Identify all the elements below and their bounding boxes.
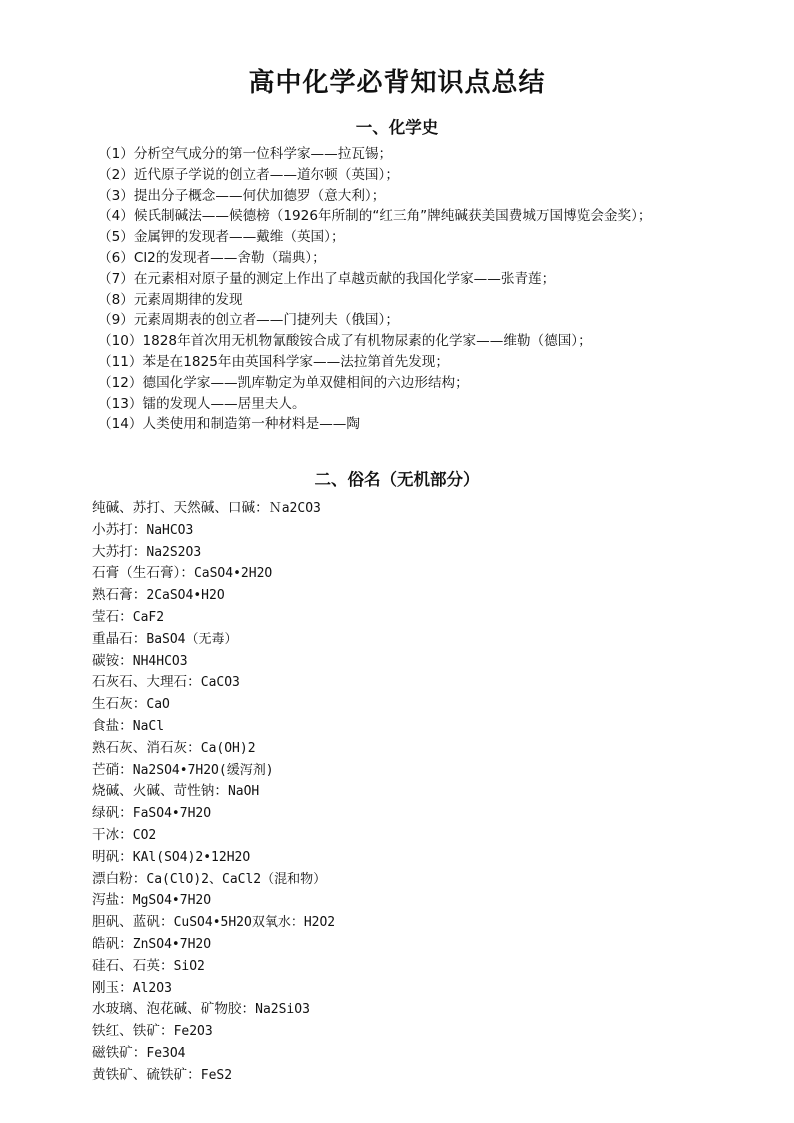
common-name-label: 漂白粉： [92, 870, 147, 887]
common-name-row [92, 672, 732, 694]
common-name-row [92, 542, 732, 564]
chemical-formula: FaSO4•7H2O [132, 806, 212, 822]
common-name-label: 明矾： [92, 848, 133, 865]
chemical-formula: NH4HCO3 [132, 653, 188, 669]
common-name-label: 绿矾： [92, 805, 133, 822]
common-name-row [92, 563, 732, 585]
common-name-label: 干冰： [92, 826, 133, 843]
chemical-formula: KAl(SO4)2•12H2O [132, 849, 251, 865]
history-item: （4）候氏制碱法——候德榜（1926年所制的“红三角”牌纯碱获美国费城万国博览会金奖）； [98, 208, 652, 225]
chemical-formula: Na2SiO3 [255, 1002, 310, 1018]
common-name-row [92, 629, 732, 651]
common-name-label: 食盐： [92, 717, 133, 734]
common-name-row [92, 890, 732, 912]
common-name-row [92, 978, 732, 1000]
common-name-row [92, 934, 732, 956]
chemical-formula: SiO2 [173, 958, 205, 974]
common-name-label: 刚玉： [92, 979, 133, 996]
history-item: （1）分析空气成分的第一位科学家——拉瓦锡； [98, 146, 393, 162]
chemical-formula: CaCO3 [200, 675, 240, 691]
chemical-formula: CaF2 [132, 609, 165, 625]
common-name-label: 胆矾、蓝矾： [92, 914, 174, 931]
chemical-formula: Ｎa2CO3 [268, 501, 321, 516]
chemical-formula: Al2O3 [132, 980, 172, 996]
common-name-label: 磁铁矿： [92, 1044, 147, 1061]
history-item: （7）在元素相对原子量的测定上作出了卓越贡献的我国化学家——张青莲； [98, 270, 556, 287]
chemical-formula: FeS2 [200, 1067, 233, 1083]
chemical-formula: ZnSO4•7H2O [132, 936, 212, 952]
common-name-label: 大苏打： [92, 543, 147, 560]
chemical-formula: Na2S2O3 [146, 544, 202, 560]
common-name-label: 纯碱、苏打、天然碱、口碱： [92, 500, 269, 516]
history-item: （10）1828年首次用无机物氰酸铵合成了有机物尿素的化学家——维勒（德国）； [98, 333, 592, 350]
common-name-label: 生石灰： [92, 696, 147, 713]
common-name-row [92, 803, 732, 825]
chemical-formula: MgSO4•7H2O [132, 893, 212, 909]
common-name-label: 铁红、铁矿： [92, 1023, 174, 1040]
common-name-row [92, 694, 732, 716]
common-name-label: 泻盐： [92, 892, 133, 909]
history-list [58, 144, 738, 435]
common-name-row [92, 912, 732, 934]
history-item: （14）人类使用和制造第一种材料是——陶 [98, 416, 360, 433]
common-name-label: 水玻璃、泡花碱、矿物胶： [92, 1001, 256, 1018]
common-name-label: 莹石： [92, 608, 133, 625]
common-name-label: 重晶石： [92, 630, 147, 647]
common-name-label: 烧碱、火碱、苛性钠： [92, 783, 228, 800]
common-name-label: 熟石膏： [92, 587, 147, 604]
chemical-formula: NaHCO3 [146, 522, 194, 538]
common-name-row [92, 1043, 732, 1065]
common-name-label: 石灰石、大理石： [92, 674, 201, 691]
chemical-formula: 2CaSO4•H2O [146, 588, 225, 604]
common-name-row [92, 956, 732, 978]
chemical-formula: CuSO4•5H2O双氧水：H2O2 [173, 915, 336, 931]
common-name-label: 硅石、石英： [92, 957, 174, 974]
chemical-formula: NaCl [132, 718, 165, 734]
history-item: （9）元素周期表的创立者——门捷列夫（俄国）； [98, 312, 399, 329]
common-name-label: 石膏（生石膏）： [92, 565, 194, 582]
chemical-formula: CaO [146, 697, 170, 713]
chemical-formula: CaSO4•2H2O [193, 566, 273, 582]
common-name-row [92, 585, 732, 607]
common-name-row [92, 825, 732, 847]
common-name-label: 碳铵： [92, 652, 133, 669]
common-name-row [92, 738, 732, 760]
chemical-formula: Fe2O3 [173, 1024, 213, 1040]
common-name-label: 黄铁矿、硫铁矿： [92, 1066, 201, 1083]
history-item: （12）德国化学家——凯库勒定为单双健相间的六边形结构； [98, 374, 469, 391]
chemical-formula: Na2SO4•7H2O(缓泻剂) [132, 762, 274, 778]
common-name-row [92, 520, 732, 542]
common-name-row [92, 1065, 732, 1087]
common-name-label: 芒硝： [92, 761, 133, 778]
common-name-row [92, 847, 732, 869]
chemical-formula: Ca(ClO)2、CaCl2（混和物） [146, 871, 327, 887]
common-name-row [92, 999, 732, 1021]
history-item: （2）近代原子学说的创立者——道尔顿（英国）； [98, 166, 399, 183]
common-name-label: 熟石灰、消石灰： [92, 739, 201, 756]
history-item: （13）镭的发现人——居里夫人。 [98, 395, 306, 412]
chemical-formula: NaOH [227, 784, 260, 800]
history-item: （3）提出分子概念——何伏加德罗（意大利）； [98, 187, 386, 204]
common-name-row [92, 607, 732, 629]
common-name-label: 小苏打： [92, 521, 147, 538]
history-item: （11）苯是在1825年由英国科学家——法拉第首先发现； [98, 353, 449, 370]
common-names-list [92, 498, 732, 1087]
document-title: 高中化学必背知识点总结 [248, 68, 546, 98]
history-item: （5）金属钾的发现者——戴维（英国）； [98, 229, 345, 246]
common-name-row [92, 760, 732, 782]
chemical-formula: CO2 [132, 827, 157, 843]
history-item: （6）Cl2的发现者——舍勒（瑞典）； [98, 249, 326, 266]
common-name-row [92, 869, 732, 891]
chemical-formula: Ca(OH)2 [200, 740, 256, 756]
common-name-row [92, 716, 732, 738]
common-name-label: 皓矾： [92, 935, 133, 952]
common-name-row [92, 498, 732, 520]
common-name-row [92, 781, 732, 803]
section-heading-common-names: 二、俗名（无机部分） [314, 470, 480, 489]
history-item: （8）元素周期律的发现 [98, 291, 243, 308]
common-name-row [92, 1021, 732, 1043]
common-name-row [92, 651, 732, 673]
section-heading-history: 一、化学史 [355, 118, 439, 137]
chemical-formula: Fe3O4 [146, 1045, 186, 1061]
chemical-formula: BaSO4（无毒） [146, 631, 238, 647]
